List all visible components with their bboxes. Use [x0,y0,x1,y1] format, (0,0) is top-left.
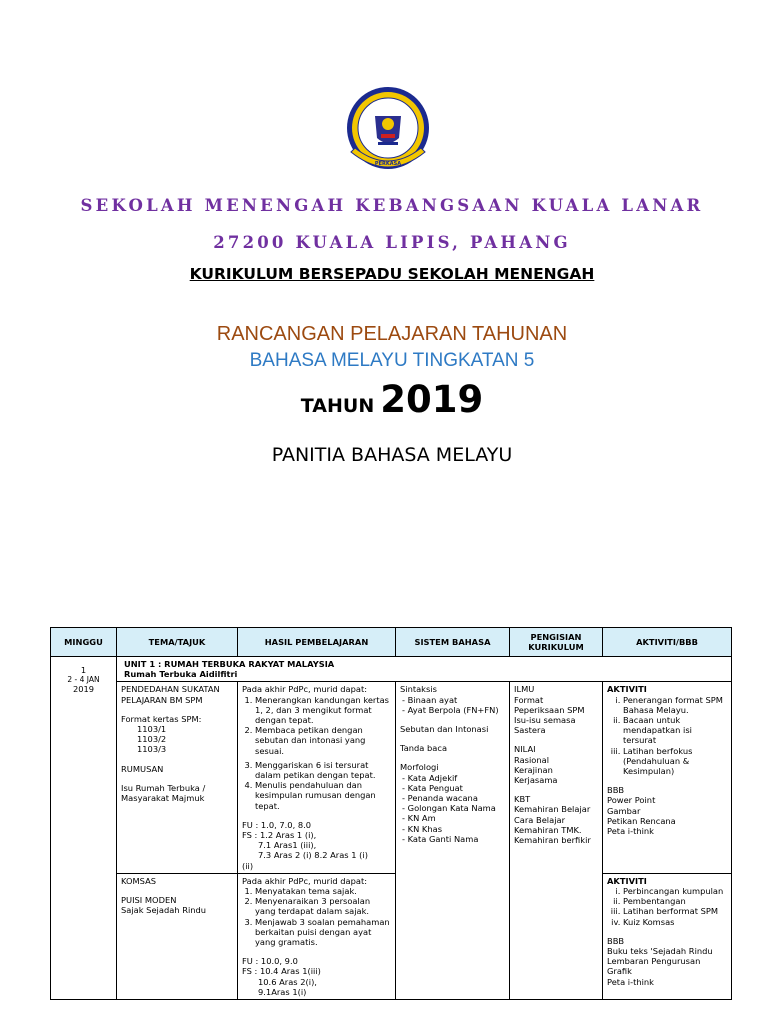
col-header: MINGGU [51,628,117,657]
fs-text: FS : 10.4 Aras 1(iii) [242,966,321,977]
list-item: - Kata Adjekif [402,773,505,783]
unit-subtitle: Rumah Terbuka Aidilfitri [124,669,238,680]
tema-text: Sajak Sejadah Rindu [121,905,207,916]
pengisian-cell [510,682,603,1000]
school-address: 27200 KUALA LIPIS, PAHANG [213,233,571,252]
list-item: - KN Khas [402,824,505,834]
list-item: 1. Menerangkan kandungan kertas 1, 2, dan 3 mengikut format dengan tepat. [255,695,391,726]
svg-text:PERKASA: PERKASA [374,161,402,167]
list-item: - KN Am [402,813,505,823]
list-item: Kerjasama [514,775,558,786]
list-item: ii. Bacaan untuk mendapatkan isi tersurat [623,715,727,746]
school-logo [343,86,433,176]
col-header: SISTEM BAHASA [396,628,510,657]
plan-title: RANCANGAN PELAJARAN TAHUNAN [216,323,568,345]
list-item: 4. Menulis pendahuluan dan kesimpulan rumusan dengan tepat. [255,780,391,811]
fu-text: FU : 10.0, 9.0 [242,956,298,967]
list-item: Gambar [607,805,641,816]
hasil-intro: Pada akhir PdPc, murid dapat: [242,684,368,695]
sistem-heading: Sintaksis [400,684,437,695]
hasil-intro: Pada akhir PdPc, murid dapat: [242,875,368,886]
list-item: Sastera [514,725,546,736]
list-item: 2. Menyenaraikan 3 persoalan yang terdapat dalam sajak. [255,896,391,916]
sistem-heading: Sebutan dan Intonasi [400,724,489,735]
col-header: AKTIVITI/BBB [603,628,732,657]
tema-text: 1103/1 [137,724,167,735]
bbb-heading: BBB [607,935,625,946]
list-item: Lembaran Pengurusan Grafik [607,956,701,977]
list-item: Isu-isu semasa [514,715,576,726]
list-item: - Ayat Berpola (FN+FN) [402,705,505,715]
school-name: SEKOLAH MENENGAH KEBANGSAAN KUALA LANAR [80,196,704,215]
list-item: Petikan Rencana [607,815,676,826]
tema-text: Isu Rumah Terbuka / Masyarakat Majmuk [121,782,206,804]
list-item: 3. Menjawab 3 soalan pemahaman berkaitan puisi dengan ayat yang gramatis. [255,917,391,948]
list-item: ii. Pembentangan [623,896,727,906]
unit-row [51,657,732,682]
fs-text: 10.6 Aras 2(i), [258,976,317,987]
curriculum-title: KURIKULUM BERSEPADU SEKOLAH MENENGAH [189,265,595,283]
unit-title: UNIT 1 : RUMAH TERBUKA RAKYAT MALAYSIA [124,659,335,669]
tema-text: Format kertas SPM: [121,713,202,724]
list-item: i. Perbincangan kumpulan [623,886,727,896]
subject-title: BAHASA MELAYU TINGKATAN 5 [249,350,535,371]
list-item: - Golongan Kata Nama [402,803,505,813]
list-item: Format [514,694,544,705]
year-heading [0,378,768,421]
tema-text: KOMSAS [121,875,157,886]
aktiviti-heading: AKTIVITI [607,875,647,886]
list-item: 3. Menggariskan 6 isi tersurat dalam petikan dengan tepat. [255,760,391,780]
tema-text: PUISI MODEN [121,895,177,906]
list-item: - Kata Penguat [402,783,505,793]
table-row [51,682,732,873]
fs-text: 9.1Aras 1(i) [258,986,307,997]
yearly-plan-table [50,627,732,1000]
pengisian-heading: KBT [514,794,531,805]
col-header: TEMA/TAJUK [117,628,238,657]
hasil-cell [238,682,396,873]
year-value: 2019 [380,378,484,421]
list-item: Kemahiran Belajar [514,804,591,815]
list-item: Kerajinan [514,764,553,775]
fu-text: FU : 1.0, 7.0, 8.0 [242,819,312,830]
table-row [51,873,732,999]
pengisian-heading: NILAI [514,744,536,755]
list-item: - Penanda wacana [402,793,505,803]
fs-text: 7.1 Aras1 (iii), [258,840,317,851]
week-cell [51,657,117,1000]
bbb-heading: BBB [607,785,625,796]
aktiviti-heading: AKTIVITI [607,684,647,695]
list-item: iii. Latihan berformat SPM [623,906,727,916]
list-item: Peperiksaan SPM [514,704,585,715]
list-item: 2. Membaca petikan dengan sebutan dan intonasi yang sesuai. [255,725,391,756]
year-label: TAHUN [300,395,375,417]
col-header: HASIL PEMBELAJARAN [238,628,396,657]
tema-text: RUMUSAN [121,763,164,774]
list-item: i. Penerangan format SPM Bahasa Melayu. [623,695,727,715]
panel-name: PANITIA BAHASA MELAYU [271,444,513,466]
pengisian-heading: ILMU [514,684,535,695]
tema-text: PENDEDAHAN SUKATAN PELAJARAN BM SPM [121,684,220,705]
list-item: - Kata Ganti Nama [402,834,505,844]
list-item: Rasional [514,754,550,765]
list-item: Peta i-think [607,976,654,987]
sistem-heading: Morfologi [400,762,439,773]
sistem-heading: Tanda baca [400,743,448,754]
table-header-row [51,628,732,657]
week-year: 2019 [72,684,95,695]
col-header: PENGISIAN KURIKULUM [510,628,603,657]
list-item: 1. Menyatakan tema sajak. [255,886,391,896]
sistem-cell [396,682,510,1000]
list-item: iii. Latihan berfokus (Pendahuluan & Kesimpulan) [623,746,727,777]
tema-cell [117,873,238,999]
tema-text: 1103/3 [137,744,167,755]
list-item: Cara Belajar [514,814,565,825]
list-item: Kemahiran TMK. [514,824,582,835]
fs-text: FS : 1.2 Aras 1 (i), [242,830,317,841]
week-date: 2 - 4 JAN [67,675,100,685]
list-item: Peta i-think [607,826,654,837]
fs-text: 7.3 Aras 2 (i) 8.2 Aras 1 (i) [258,850,368,861]
unit-title-cell [117,657,732,682]
list-item: Power Point [607,795,656,806]
fs-text: (ii) [242,860,254,871]
list-item: Buku teks 'Sejadah Rindu [607,946,713,957]
list-item: Kemahiran berfikir [514,835,591,846]
tema-text: 1103/2 [137,734,167,745]
list-item: - Binaan ayat [402,695,505,705]
week-number: 1 [80,665,87,675]
list-item: iv. Kuiz Komsas [623,917,727,927]
aktiviti-cell [603,682,732,873]
aktiviti-cell [603,873,732,999]
tema-cell [117,682,238,873]
hasil-cell [238,873,396,999]
